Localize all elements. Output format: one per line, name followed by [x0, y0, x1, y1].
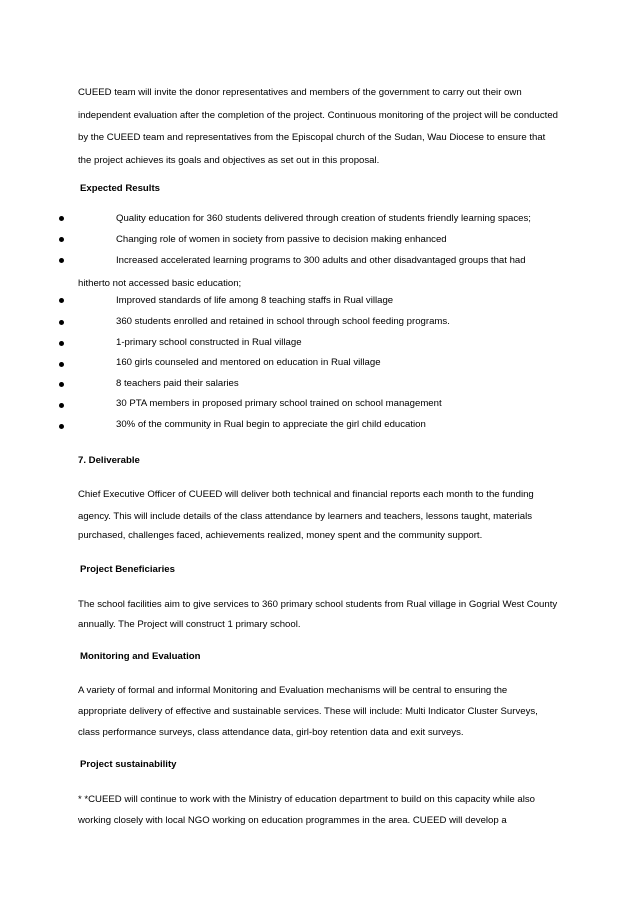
bullet-icon — [59, 341, 64, 346]
monitoring-line-1: A variety of formal and informal Monitoring and Evaluation mechanisms will be central to ensuring the — [78, 685, 508, 696]
monitoring-line-2: appropriate delivery of effective and sustainable services. These will include: Multi Indicator Cluster Surveys, — [78, 706, 538, 717]
sustainability-line-1: * *CUEED will continue to work with the Ministry of education department to build on this capacity while also — [78, 794, 535, 805]
result-item-4: Improved standards of life among 8 teaching staffs in Rual village — [116, 295, 394, 306]
monitoring-line-3: class performance surveys, class attendance data, girl-boy retention data and exit surveys. — [78, 727, 464, 738]
result-item-5: 360 students enrolled and retained in school through school feeding programs. — [116, 316, 450, 327]
intro-line-3: by the CUEED team and representatives from the Episcopal church of the Sudan, Wau Diocese to ensure that — [78, 132, 546, 143]
result-item-3-continuation: hitherto not accessed basic education; — [78, 278, 242, 289]
result-item-10: 30% of the community in Rual begin to appreciate the girl child education — [116, 419, 426, 430]
beneficiaries-line-2: annually. The Project will construct 1 primary school. — [78, 619, 301, 630]
bullet-icon — [59, 362, 64, 367]
intro-line-1: CUEED team will invite the donor representatives and members of the government to carry out their own — [78, 87, 522, 98]
result-item-1: Quality education for 360 students delivered through creation of students friendly learning spaces; — [116, 213, 531, 224]
bullet-icon — [59, 403, 64, 408]
bullet-icon — [59, 298, 64, 303]
bullet-icon — [59, 424, 64, 429]
result-item-2: Changing role of women in society from passive to decision making enhanced — [116, 234, 447, 245]
deliverable-line-2: agency. This will include details of the class attendance by learners and teachers, lessons taught, materials — [78, 511, 532, 522]
beneficiaries-heading: Project Beneficiaries — [80, 564, 175, 575]
intro-line-4: the project achieves its goals and objectives as set out in this proposal. — [78, 155, 380, 166]
result-item-7: 160 girls counseled and mentored on education in Rual village — [116, 357, 381, 368]
result-item-9: 30 PTA members in proposed primary school trained on school management — [116, 398, 442, 409]
expected-results-heading: Expected Results — [80, 183, 160, 194]
sustainability-heading: Project sustainability — [80, 759, 177, 770]
bullet-icon — [59, 216, 64, 221]
monitoring-heading: Monitoring and Evaluation — [80, 651, 201, 662]
deliverable-line-3: purchased, challenges faced, achievements realized, money spent and the community support. — [78, 530, 483, 541]
result-item-8: 8 teachers paid their salaries — [116, 378, 239, 389]
bullet-icon — [59, 382, 64, 387]
deliverable-heading: 7. Deliverable — [78, 455, 140, 466]
bullet-icon — [59, 320, 64, 325]
beneficiaries-line-1: The school facilities aim to give services to 360 primary school students from Rual village in Gogrial West County — [78, 599, 558, 610]
deliverable-line-1: Chief Executive Officer of CUEED will deliver both technical and financial reports each month to the funding — [78, 489, 534, 500]
bullet-icon — [59, 258, 64, 263]
sustainability-line-2: working closely with local NGO working on education programmes in the area. CUEED will develop a — [78, 815, 507, 826]
result-item-6: 1-primary school constructed in Rual village — [116, 337, 302, 348]
bullet-icon — [59, 237, 64, 242]
intro-line-2: independent evaluation after the completion of the project. Continuous monitoring of the project will be conducted — [78, 110, 558, 121]
result-item-3: Increased accelerated learning programs to 300 adults and other disadvantaged groups that had — [116, 255, 526, 266]
